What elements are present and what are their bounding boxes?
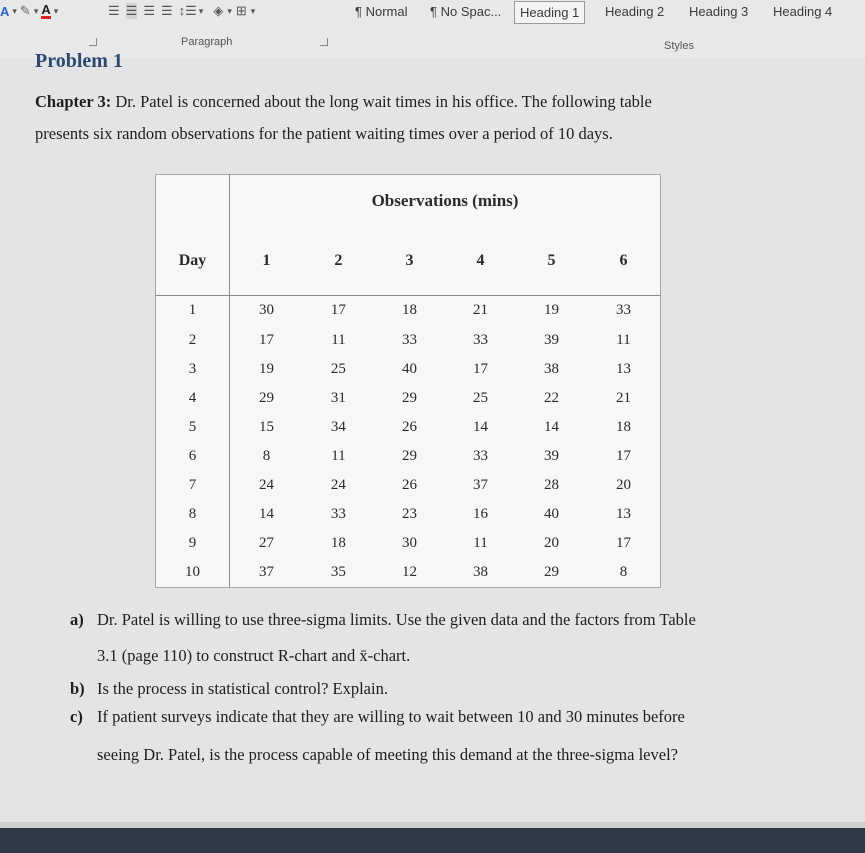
- value-cell: 13: [616, 505, 632, 522]
- table-row: [156, 384, 661, 413]
- value-cell: 33: [616, 302, 632, 319]
- value-cell: 33: [401, 331, 417, 348]
- column-header: 4: [445, 227, 516, 296]
- value-cell: 39: [544, 331, 560, 348]
- value-cell: 39: [544, 447, 560, 464]
- value-cell: 38: [544, 360, 560, 377]
- style-no-spacing[interactable]: ¶ No Spac...: [430, 4, 502, 19]
- day-cell: 7: [156, 471, 230, 500]
- value-cell: 26: [401, 418, 417, 435]
- value-cell: 8: [262, 447, 271, 464]
- line-spacing-icon[interactable]: ↕☰: [178, 3, 197, 18]
- column-header: 5: [516, 227, 587, 296]
- value-cell: 28: [544, 476, 560, 493]
- style-heading-4[interactable]: Heading 4: [773, 4, 833, 19]
- chapter-label: Chapter 3:: [35, 92, 112, 111]
- shading-icon[interactable]: ◈: [213, 3, 224, 18]
- value-cell: 12: [401, 563, 417, 580]
- table-row: [156, 326, 661, 355]
- table-row: [156, 296, 661, 326]
- chevron-down-icon[interactable]: ▾: [53, 5, 59, 16]
- question-c-text: If patient surveys indicate that they are willing to wait between 10 and 30 minutes before: [97, 707, 685, 726]
- value-cell: 40: [544, 505, 560, 522]
- value-cell: 26: [401, 476, 417, 493]
- value-cell: 21: [616, 389, 632, 406]
- style-normal[interactable]: ¶ Normal: [355, 4, 408, 19]
- value-cell: 11: [616, 331, 631, 348]
- highlight-icon[interactable]: ✎: [19, 3, 31, 18]
- paragraph-tools: [108, 2, 259, 20]
- align-center-icon[interactable]: ☰: [125, 3, 138, 18]
- table-row: [156, 500, 661, 529]
- style-heading-2[interactable]: Heading 2: [605, 4, 665, 19]
- value-cell: 14: [258, 505, 274, 522]
- chevron-down-icon[interactable]: ▾: [227, 5, 232, 16]
- value-cell: 15: [258, 418, 274, 435]
- justify-icon[interactable]: ☰: [160, 3, 173, 18]
- value-cell: 30: [258, 302, 274, 319]
- column-header: 2: [303, 227, 374, 296]
- value-cell: 35: [330, 563, 346, 580]
- font-tools: [0, 2, 61, 20]
- font-color-icon[interactable]: A: [41, 2, 51, 17]
- value-cell: 21: [472, 302, 488, 319]
- table-row: [156, 355, 661, 384]
- value-cell: 30: [401, 534, 417, 551]
- table-row: [156, 413, 661, 442]
- observations-header: Observations (mins): [371, 190, 519, 210]
- day-cell: 9: [156, 529, 230, 558]
- value-cell: 16: [472, 505, 488, 522]
- table-body: [156, 296, 661, 588]
- chevron-down-icon[interactable]: ▾: [198, 5, 204, 16]
- day-cell: 10: [156, 558, 230, 588]
- chevron-down-icon[interactable]: ▾: [250, 5, 256, 16]
- value-cell: 17: [616, 534, 632, 551]
- value-cell: 20: [544, 534, 560, 551]
- question-a-label: a): [70, 610, 84, 629]
- ribbon: [0, 0, 865, 58]
- align-left-icon[interactable]: ☰: [108, 3, 120, 18]
- paragraph-dialog-launcher-icon[interactable]: [320, 38, 328, 46]
- question-b-text: Is the process in statistical control? Explain.: [97, 679, 388, 698]
- value-cell: 14: [472, 418, 488, 435]
- value-cell: 17: [258, 331, 274, 348]
- value-cell: 29: [401, 389, 417, 406]
- intro-line-2: presents six random observations for the patient waiting times over a period of 10 days.: [35, 124, 613, 143]
- value-cell: 19: [544, 302, 560, 319]
- question-c-line-2: seeing Dr. Patel, is the process capable of meeting this demand at the three-sigma level?: [97, 745, 678, 764]
- question-c-label: c): [70, 707, 83, 726]
- taskbar: [0, 828, 865, 853]
- value-cell: 24: [258, 476, 274, 493]
- column-header: 3: [374, 227, 445, 296]
- chevron-down-icon[interactable]: ▾: [12, 5, 17, 16]
- value-cell: 29: [258, 389, 274, 406]
- value-cell: 33: [472, 331, 488, 348]
- value-cell: 40: [401, 360, 417, 377]
- style-heading-3[interactable]: Heading 3: [689, 4, 749, 19]
- question-b: [70, 679, 388, 699]
- column-header: 6: [587, 227, 660, 296]
- borders-icon[interactable]: ⊞: [235, 3, 247, 18]
- table-corner: [156, 175, 230, 227]
- question-a-text: Dr. Patel is willing to use three-sigma limits. Use the given data and the factors from Table: [97, 610, 696, 629]
- value-cell: 20: [616, 476, 632, 493]
- day-cell: 5: [156, 413, 230, 442]
- value-cell: 22: [544, 389, 560, 406]
- value-cell: 29: [401, 447, 417, 464]
- question-c-line-1: [70, 707, 685, 727]
- value-cell: 19: [258, 360, 274, 377]
- value-cell: 14: [544, 418, 560, 435]
- value-cell: 18: [330, 534, 346, 551]
- value-cell: 25: [472, 389, 488, 406]
- value-cell: 18: [616, 418, 632, 435]
- value-cell: 24: [330, 476, 346, 493]
- value-cell: 33: [472, 447, 488, 464]
- value-cell: 18: [401, 302, 417, 319]
- value-cell: 11: [331, 447, 346, 464]
- value-cell: 17: [472, 360, 488, 377]
- value-cell: 8: [619, 563, 628, 580]
- intro-line-1: [35, 92, 652, 112]
- table-row: [156, 471, 661, 500]
- value-cell: 11: [331, 331, 346, 348]
- value-cell: 37: [472, 476, 488, 493]
- value-cell: 27: [258, 534, 274, 551]
- value-cell: 38: [472, 563, 488, 580]
- day-cell: 6: [156, 442, 230, 471]
- value-cell: 17: [330, 302, 346, 319]
- observations-table: [155, 174, 661, 588]
- paragraph-group-label: Paragraph: [181, 36, 233, 48]
- intro-text-1: Dr. Patel is concerned about the long wait times in his office. The following table: [111, 92, 652, 111]
- value-cell: 37: [258, 563, 274, 580]
- chevron-down-icon[interactable]: ▾: [33, 5, 39, 16]
- value-cell: 23: [401, 505, 417, 522]
- value-cell: 13: [616, 360, 632, 377]
- day-cell: 3: [156, 355, 230, 384]
- value-cell: 29: [544, 563, 560, 580]
- value-cell: 31: [330, 389, 346, 406]
- table-row: [156, 558, 661, 588]
- text-effects-icon[interactable]: A: [0, 3, 10, 19]
- table-row: [156, 529, 661, 558]
- day-cell: 8: [156, 500, 230, 529]
- style-heading-1[interactable]: Heading 1: [514, 1, 585, 24]
- value-cell: 34: [330, 418, 346, 435]
- day-cell: 1: [156, 296, 230, 326]
- value-cell: 25: [330, 360, 346, 377]
- font-dialog-launcher-icon[interactable]: [89, 38, 97, 46]
- table-row: [156, 442, 661, 471]
- align-right-icon[interactable]: ☰: [143, 3, 155, 18]
- problem-title: Problem 1: [35, 50, 123, 72]
- question-b-label: b): [70, 679, 85, 698]
- day-header: Day: [156, 227, 230, 296]
- styles-group-label: Styles: [664, 40, 694, 52]
- value-cell: 33: [330, 505, 346, 522]
- question-a-line-2: 3.1 (page 110) to construct R-chart and x̄-chart.: [97, 646, 411, 665]
- question-a-line-1: [70, 610, 696, 630]
- day-cell: 2: [156, 326, 230, 355]
- value-cell: 17: [616, 447, 632, 464]
- column-header: 1: [230, 227, 303, 296]
- day-cell: 4: [156, 384, 230, 413]
- value-cell: 11: [473, 534, 488, 551]
